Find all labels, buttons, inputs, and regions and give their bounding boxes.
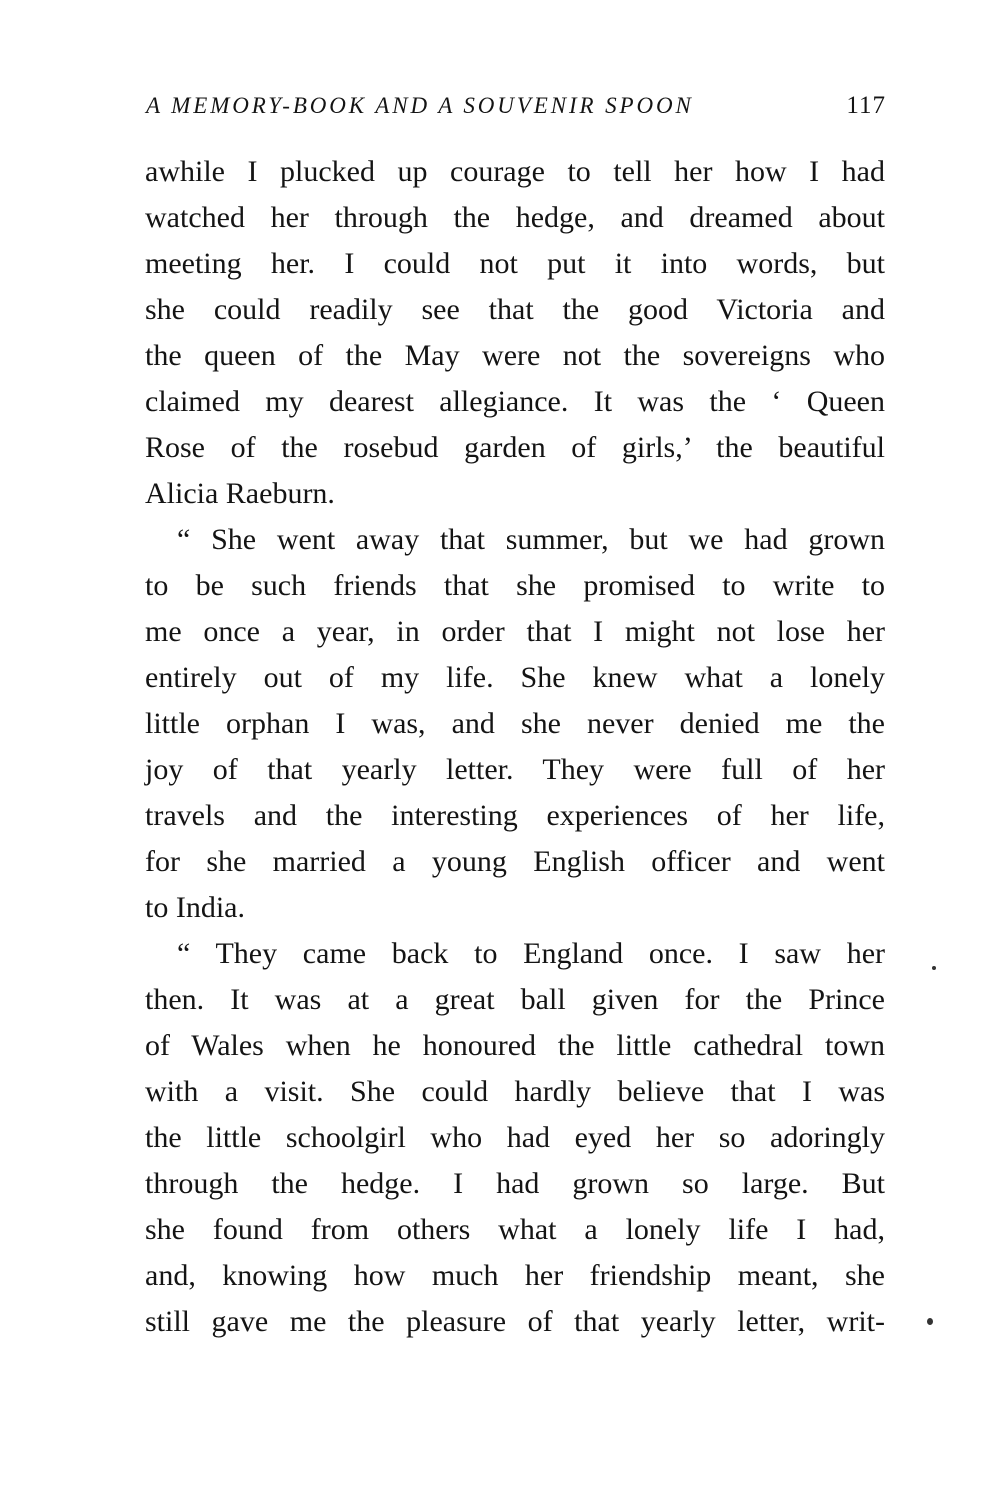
scan-speck bbox=[927, 1318, 933, 1325]
text-line: “ She went away that summer, but we had grown bbox=[177, 523, 885, 556]
text-line: to be such friends that she promised to write to bbox=[145, 569, 885, 602]
text-line: travels and the interesting experiences of her life, bbox=[145, 799, 885, 832]
text-line: claimed my dearest allegiance. It was the ‘ Queen bbox=[145, 385, 885, 418]
text-line: me once a year, in order that I might not lose her bbox=[145, 615, 885, 648]
text-line: she could readily see that the good Victoria and bbox=[145, 293, 885, 326]
text-line: she found from others what a lonely life I had, bbox=[145, 1213, 885, 1246]
text-line: little orphan I was, and she never denied me the bbox=[145, 707, 885, 740]
scan-speck bbox=[932, 966, 936, 970]
text-line: to India. bbox=[145, 891, 245, 924]
text-line: still gave me the pleasure of that yearly letter, writ- bbox=[145, 1305, 885, 1338]
text-line: the little schoolgirl who had eyed her so adoringly bbox=[145, 1121, 885, 1154]
text-line: awhile I plucked up courage to tell her how I had bbox=[145, 155, 885, 188]
text-line: meeting her. I could not put it into words, but bbox=[145, 247, 885, 280]
running-title: A MEMORY-BOOK AND A SOUVENIR SPOON bbox=[146, 93, 694, 118]
text-line: “ They came back to England once. I saw her bbox=[177, 937, 885, 970]
text-line: entirely out of my life. She knew what a lonely bbox=[145, 661, 885, 694]
text-line: with a visit. She could hardly believe that I was bbox=[145, 1075, 885, 1108]
text-line: Rose of the rosebud garden of girls,’ the beautiful bbox=[145, 431, 885, 464]
text-line: through the hedge. I had grown so large. But bbox=[145, 1167, 885, 1200]
body-text bbox=[145, 149, 885, 1345]
text-line: the queen of the May were not the sovereigns who bbox=[145, 339, 885, 372]
text-line: watched her through the hedge, and dreamed about bbox=[145, 201, 885, 234]
text-line: then. It was at a great ball given for the Prince bbox=[145, 983, 885, 1016]
text-line: of Wales when he honoured the little cathedral town bbox=[145, 1029, 885, 1062]
text-line: and, knowing how much her friendship meant, she bbox=[145, 1259, 885, 1292]
page-number: 117 bbox=[846, 92, 886, 119]
text-line: joy of that yearly letter. They were full of her bbox=[145, 753, 885, 786]
text-line: for she married a young English officer and went bbox=[145, 845, 885, 878]
text-line: Alicia Raeburn. bbox=[145, 477, 335, 510]
running-head bbox=[146, 90, 886, 122]
